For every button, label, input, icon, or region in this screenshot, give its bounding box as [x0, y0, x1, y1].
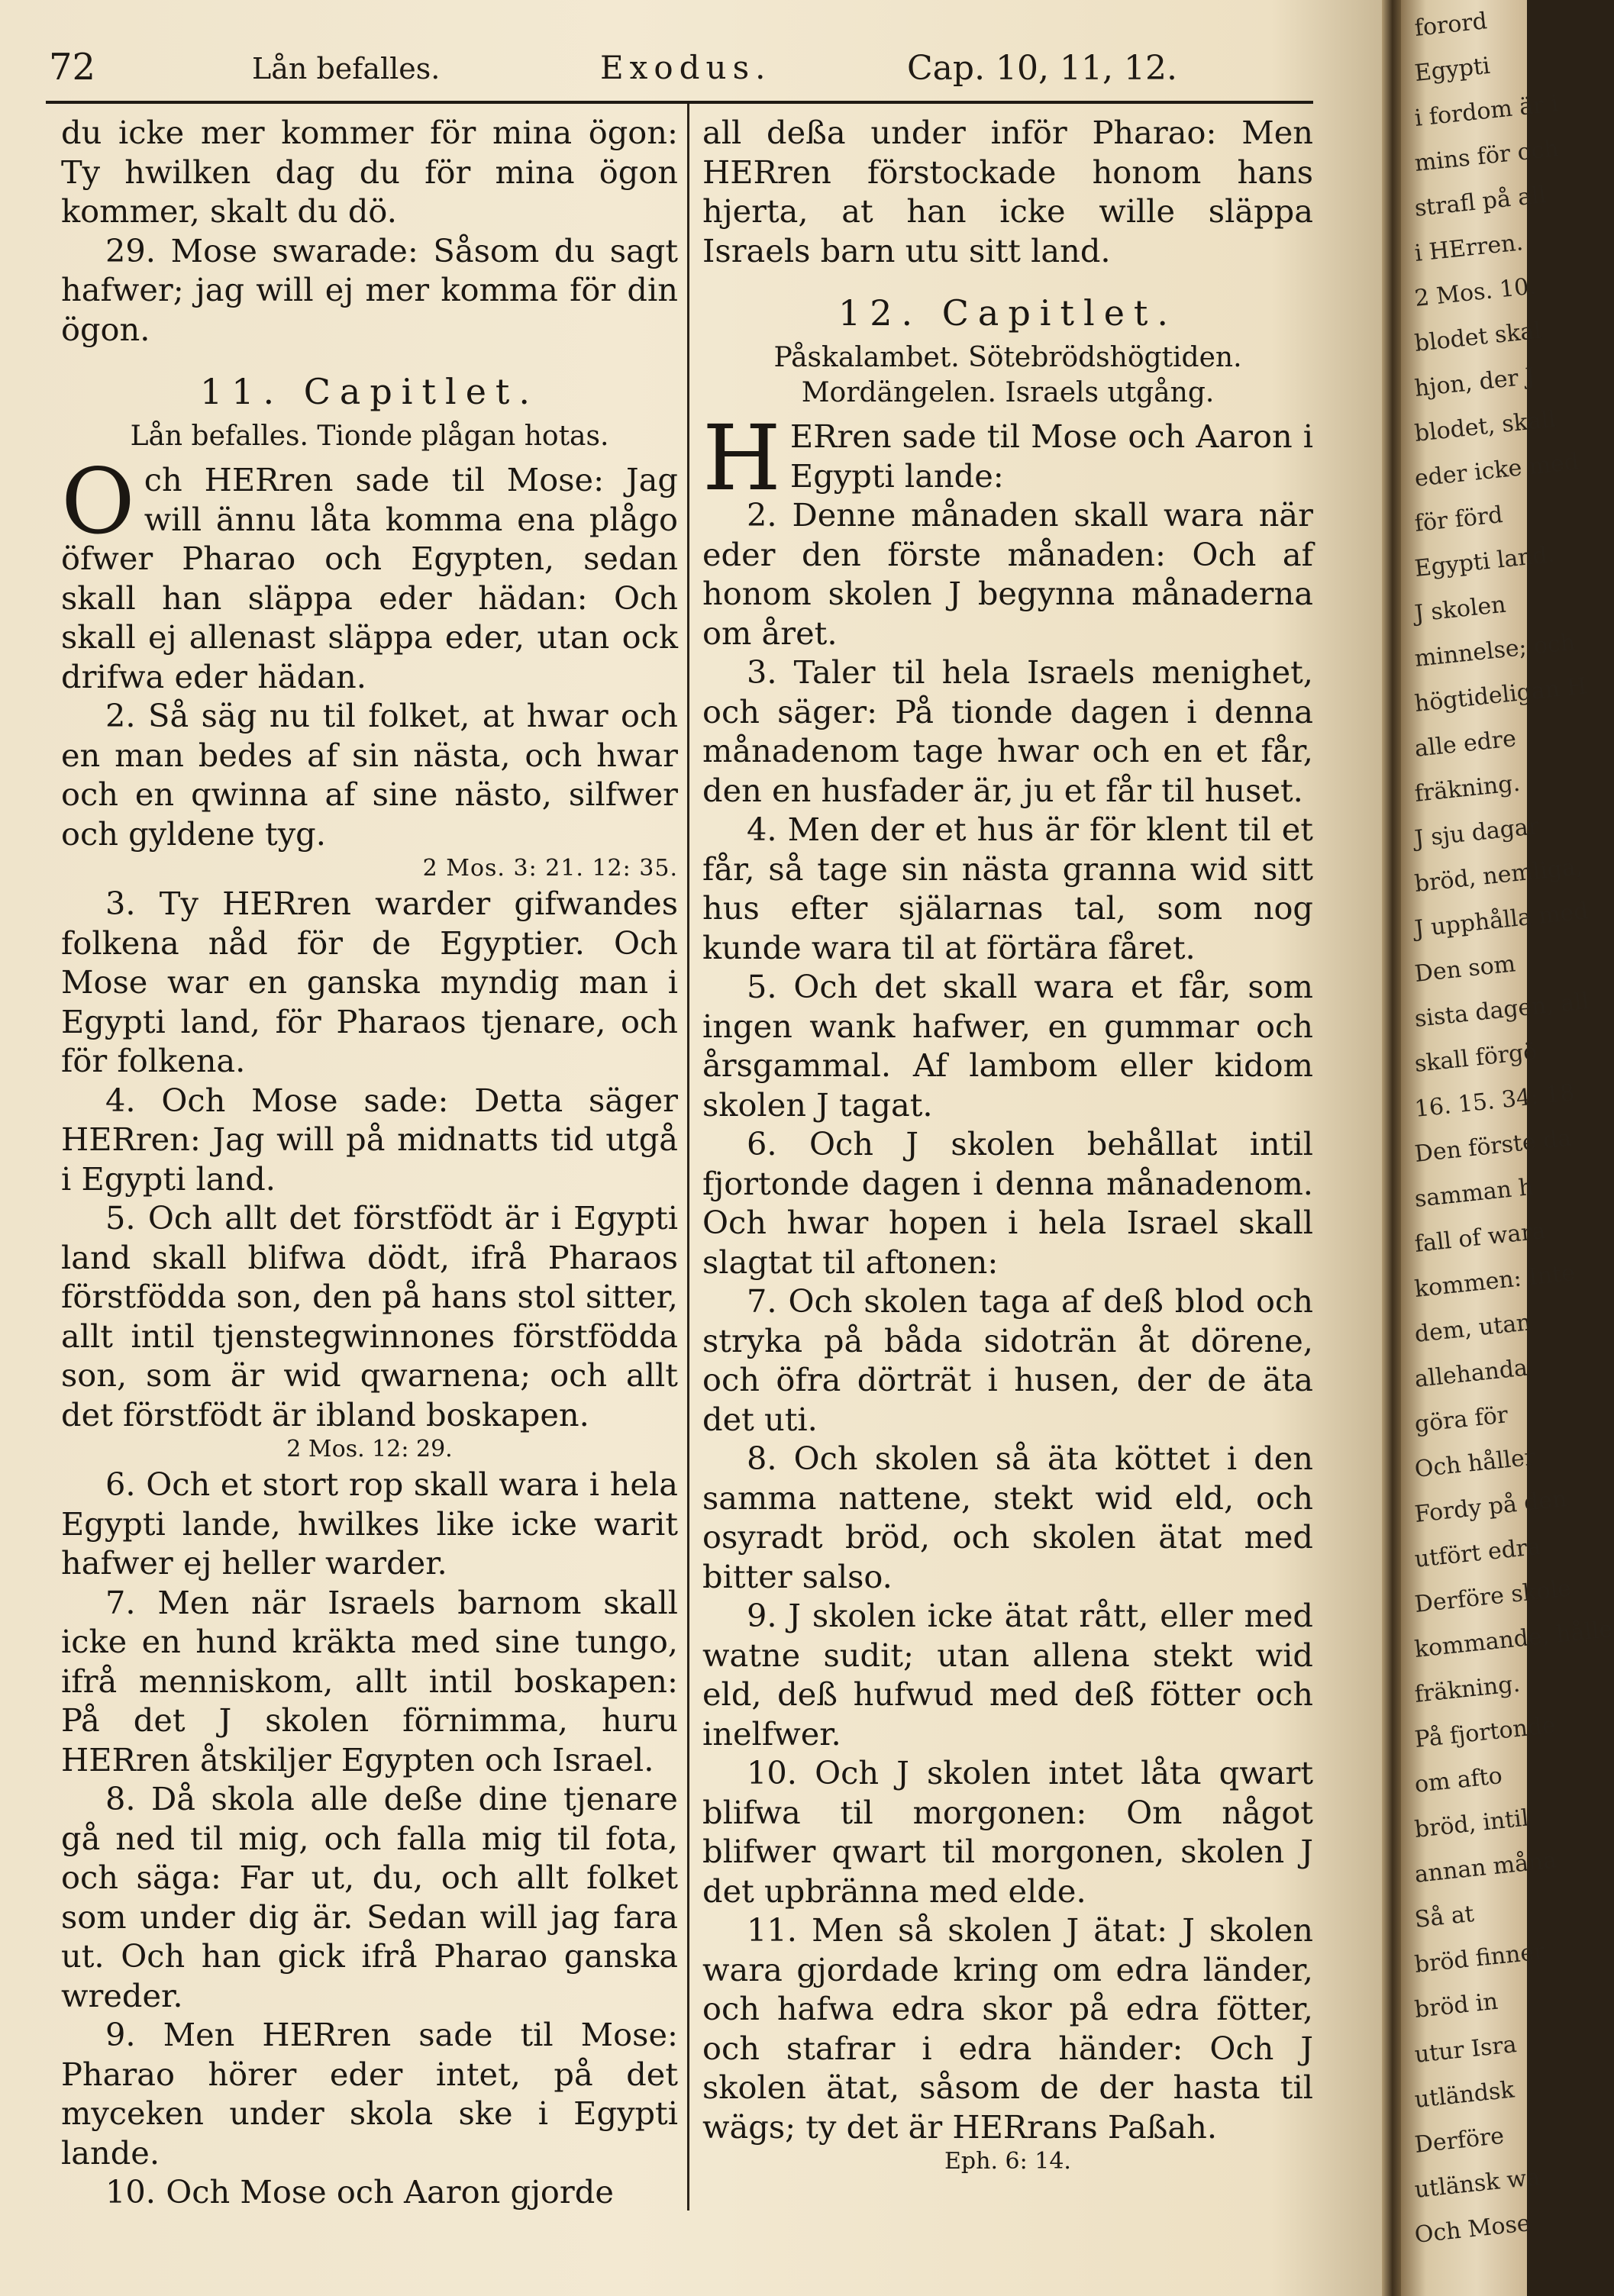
facing-page-line: om afto	[1413, 1762, 1504, 1798]
running-header	[46, 43, 1313, 96]
left-column	[61, 113, 678, 2212]
facing-page-line: kommande, hålle	[1413, 1615, 1614, 1663]
facing-page-line: högtideligan H	[1413, 672, 1589, 718]
facing-page-line: blodet skal	[1413, 317, 1543, 357]
facing-page-line: utfört edra	[1413, 1533, 1542, 1573]
facing-page-line: bröd in	[1413, 1988, 1499, 2024]
facing-page-line: forord	[1413, 8, 1489, 42]
verse-3: 3. Ty HERren warder gifwandes folkena nåd för de Egyptier. Och Mose war en ganska myndig man i Egypti land, för Pharaos tjenare, och för folkena.	[61, 885, 678, 1079]
column-divider	[687, 104, 689, 2211]
facing-page-line: Egypti land.	[1413, 540, 1556, 582]
facing-page-line: bröd, nemliga,	[1413, 853, 1584, 898]
facing-page-line: J skolen	[1413, 591, 1508, 627]
facing-page-line: kommen: Inte	[1413, 1259, 1577, 1303]
facing-page-line: hjon, der J	[1413, 363, 1536, 402]
facing-page-line: mins för och	[1413, 135, 1561, 177]
verse-1	[702, 405, 1313, 511]
chapter-12-summary: Påskalambet. Sötebrödshögtiden. Mordängelen. Israels utgång.	[773, 342, 1242, 408]
facing-page-line: samman h	[1413, 1173, 1535, 1213]
facing-page-line: strafl på all	[1413, 182, 1548, 222]
facing-page-line: sista dagen, all	[1413, 988, 1590, 1033]
facing-page-line: Och Mose	[1413, 2210, 1532, 2249]
facing-page-line: J sju dagar	[1413, 812, 1541, 853]
book-gutter	[1382, 0, 1401, 2296]
facing-page-line: blodet, skall	[1413, 405, 1558, 447]
verse-10: 10. Och Mose och Aaron gjorde	[105, 2173, 614, 2211]
book-title: Exodus.	[600, 49, 772, 86]
facing-page-line: På fjortonde	[1413, 1711, 1558, 1753]
facing-page-line: Och håller	[1413, 1443, 1537, 1483]
verse-9: 9. J skolen icke ätat rått, eller med watne sudit; utan allena stekt wid eld, deß hufwud med deß fötter och inelfwer.	[702, 1597, 1313, 1753]
facing-page-line: för förd	[1413, 501, 1504, 537]
facing-page-line: Den förste da	[1413, 1124, 1573, 1168]
chapter-11-summary: Lån befalles. Tionde plågan hotas.	[130, 421, 609, 452]
verse-8: 8. Då skola alle deße dine tjenare gå ned til mig, och falla mig til fota, och säga: Far ut, du, och allt folket som under dig är. Sedan will jag fara ut. Och han gick ifrå Pharao ganska wreder.	[61, 1780, 678, 2014]
verse-29: 29. Mose swarade: Såsom du sagt hafwer; jag will ej mer komma för din ögon.	[61, 231, 678, 348]
verse-9: 9. Men HERren sade til Mose: Pharao hörer eder intet, på det myceken under skola ske i Egypti lande.	[61, 2016, 678, 2172]
facing-page-line: annan måna	[1413, 1846, 1558, 1888]
facing-page-line: eder icke med	[1413, 448, 1580, 492]
facing-page-line: i HErren.	[1413, 229, 1525, 267]
facing-page-line: J upphålla med	[1413, 898, 1590, 943]
facing-page-line: Så at	[1413, 1900, 1476, 1933]
right-column	[702, 113, 1313, 2177]
facing-page-line: utlänsk wa	[1413, 2163, 1541, 2204]
verse-6: 6. Och J skolen behållat intil fjortonde dagen i denna månadenom. Och hwar hopen i hela Israel skall slagtat til aftonen:	[702, 1125, 1313, 1281]
facing-page-line: utur Isra	[1413, 2031, 1519, 2069]
running-head: Lån befalles.	[252, 52, 441, 85]
facing-page-line: 16. 15. 34: 18	[1413, 1079, 1577, 1123]
verse-2: 2. Så säg nu til folket, at hwar och en man bedes af sin nästa, och hwar och en qwinna af sine nästo, silfwer och gyldene tyg.	[61, 697, 678, 853]
facing-page-line: Fordy på den	[1413, 1485, 1568, 1528]
facing-page-line: bröd finner	[1413, 1938, 1546, 1978]
verse-4: 4. Och Mose sade: Detta säger HERren: Jag will på midnatts tid utgå i Egypti land.	[61, 1081, 678, 1198]
facing-page-line: 2 Mos. 10.	[1413, 272, 1538, 312]
facing-page-line: dem, utan	[1413, 1309, 1533, 1348]
page-number: 72	[49, 46, 96, 89]
chapter-reference: Cap. 10, 11, 12.	[907, 49, 1177, 88]
facing-page-edge	[1401, 0, 1614, 2296]
facing-page-line: alle edre	[1413, 725, 1518, 763]
chapter-12-title: 12. Capitlet.	[838, 292, 1178, 334]
chapter-11-title: 11. Capitlet.	[199, 371, 540, 412]
facing-page-line: bröd, intil	[1413, 1804, 1531, 1843]
cross-reference: 2 Mos. 3: 21. 12: 35.	[422, 855, 678, 882]
facing-page-line: Derföre skole	[1413, 1575, 1573, 1618]
drop-cap: H	[702, 405, 781, 511]
facing-page-line: skall förgö	[1413, 1038, 1538, 1078]
facing-page-line: utländsk	[1413, 2076, 1516, 2114]
verse-8: 8. Och skolen så äta köttet i den samma nattene, stekt wid eld, och osyradt bröd, och skolen ätat med bitter salso.	[702, 1440, 1313, 1595]
verse-6: 6. Och et stort rop skall wara i hela Egypti lande, hwilkes like icke warit hafwer ej heller warder.	[61, 1466, 678, 1582]
facing-page-line: allehanda	[1413, 1354, 1529, 1393]
facing-page-line: fall of wara	[1413, 1217, 1548, 1258]
facing-page-line: fräkning.	[1413, 769, 1522, 808]
verse-continuation: du icke mer kommer för mina ögon: Ty hwilken dag du för mina ögon kommer, skalt du dö.	[61, 114, 678, 230]
header-rule	[46, 101, 1313, 104]
verse-1-text: ERren sade til Mose och Aaron i Egypti lande:	[789, 418, 1313, 495]
facing-page-line: minnelse; och	[1413, 629, 1577, 672]
cross-reference: Eph. 6: 14.	[944, 2148, 1071, 2175]
cross-reference: 2 Mos. 12: 29.	[286, 1436, 453, 1462]
verse-11: 11. Men så skolen J ätat: J skolen wara gjordade kring om edra länder, och hafwa edra skor på edra fötter, och stafrar i edra händer: Och J skolen ätat, såsom de der hasta til wägs; ty det är HERrans Paßah.	[702, 1911, 1313, 2146]
verse-1-text: ch HERren sade til Mose: Jag will ännu låta komma ena plågo öfwer Pharao och Egypten, sedan skall han släppa eder hädan: Och skall ej allenast släppa eder, utan ock drifwa eder hädan.	[61, 461, 678, 695]
verse-7: 7. Men när Israels barnom skall icke en hund kräkta med sine tungo, ifrå menniskom, allt intil boskapen: På det J skolen förnimma, huru HERren åtskiljer Egypten och Israel.	[61, 1583, 678, 1778]
facing-page-line: Egypti	[1413, 52, 1492, 87]
facing-page-line: Den som	[1413, 950, 1517, 988]
verse-4: 4. Men der et hus är för klent til et får, så tage sin nästa granna wid sitt hus efter själarnas tal, som nog kunde wara til at förtära fåret.	[702, 811, 1313, 966]
facing-page-line: fräkning.	[1413, 1670, 1522, 1708]
verse-3: 3. Taler til hela Israels menighet, och säger: På tionde dagen i denna månadenom tage hwar och en et får, den en husfader är, ju et får til huset.	[702, 653, 1313, 809]
verse-5: 5. Och allt det förstfödt är i Egypti land skall blifwa dödt, ifrå Pharaos förstfödda son, den på hans stol sitter, allt intil tjenstegwinnones förstfödda son, som är wid qwarnena; och allt det förstfödt är ibland boskapen.	[61, 1199, 678, 1433]
verse-continuation: all deßa under inför Pharao: Men HERren förstockade honom hans hjerta, at han icke wille släppa Israels barn utu sitt land.	[702, 114, 1313, 269]
verse-10: 10. Och J skolen intet låta qwart blifwa til morgonen: Om något blifwer qwart til morgonen, skolen J det upbränna med elde.	[702, 1754, 1313, 1910]
facing-page-line: göra för	[1413, 1401, 1509, 1438]
verse-5: 5. Och det skall wara et får, som ingen wank hafwer, en gummar och årsgammal. Af lambom eller kidom skolen J tagat.	[702, 968, 1313, 1124]
verse-1	[61, 449, 678, 696]
drop-cap: O	[61, 449, 135, 554]
facing-page-line: Derföre	[1413, 2122, 1506, 2159]
facing-page-line: i fordom är i	[1413, 90, 1561, 132]
verse-2: 2. Denne månaden skall wara när eder den förste månaden: Och af honom skolen J begynna månaderna om året.	[702, 496, 1313, 652]
verse-7: 7. Och skolen taga af deß blod och stryka på båda sidoträn åt dörene, och öfra dörträt i husen, der de äta det uti.	[702, 1282, 1313, 1438]
